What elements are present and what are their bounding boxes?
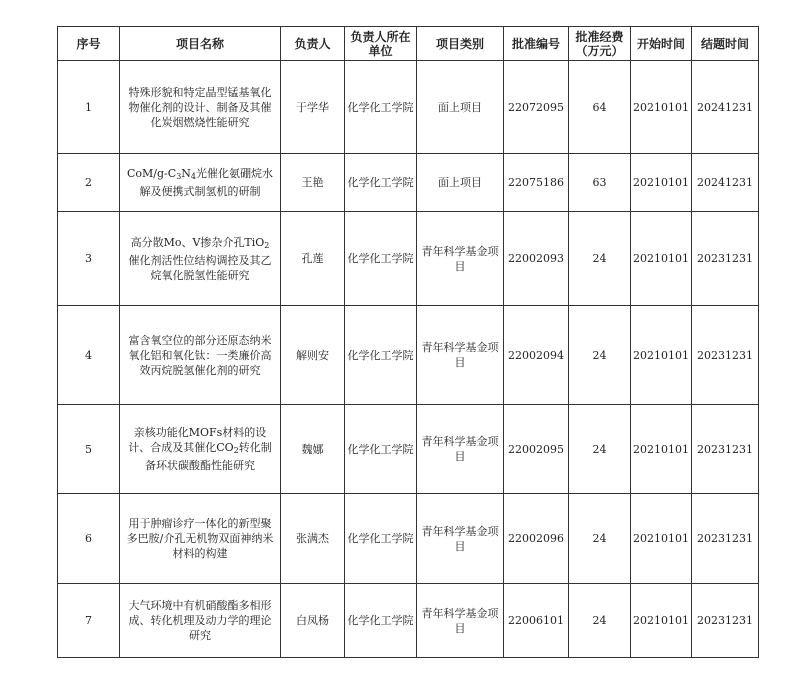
- cell-category: 青年科学基金项目: [417, 306, 504, 405]
- col-header-start: 开始时间: [631, 27, 692, 61]
- table-row: [58, 306, 759, 405]
- cell-project-name: [120, 405, 281, 494]
- table-row: [58, 61, 759, 154]
- cell-leader: 王艳: [281, 154, 345, 212]
- col-header-no: 序号: [58, 27, 120, 61]
- cell-category: 青年科学基金项目: [417, 405, 504, 494]
- cell-funding: 24: [569, 306, 631, 405]
- subscript: 4: [190, 172, 196, 181]
- cell-unit: 化学化工学院: [345, 306, 417, 405]
- cell-approval: 22006101: [504, 584, 569, 658]
- name-text: 催化剂活性位结构调控及其乙烷氧化脱氢性能研究: [128, 253, 272, 282]
- cell-leader: 于学华: [281, 61, 345, 154]
- cell-unit: 化学化工学院: [345, 584, 417, 658]
- cell-funding: 63: [569, 154, 631, 212]
- cell-funding: 24: [569, 494, 631, 584]
- name-text: N: [181, 167, 191, 180]
- cell-funding: 24: [569, 405, 631, 494]
- cell-funding: 24: [569, 584, 631, 658]
- name-text: 高分散Mo、V掺杂介孔TiO: [130, 235, 265, 249]
- col-header-end: 结题时间: [692, 27, 759, 61]
- cell-unit: 化学化工学院: [345, 405, 417, 494]
- cell-end: 20241231: [692, 61, 759, 154]
- cell-category: 面上项目: [417, 61, 504, 154]
- cell-category: 面上项目: [417, 154, 504, 212]
- cell-end: 20231231: [692, 405, 759, 494]
- cell-project-name: [120, 154, 281, 212]
- table-row: [58, 154, 759, 212]
- cell-approval: 22002093: [504, 212, 569, 306]
- cell-no: 3: [58, 212, 120, 306]
- col-header-approval: 批准编号: [504, 27, 569, 61]
- subscript: 2: [233, 446, 239, 455]
- cell-project-name: [120, 212, 281, 306]
- cell-leader: 魏娜: [281, 405, 345, 494]
- cell-unit: 化学化工学院: [345, 212, 417, 306]
- subscript: 2: [264, 240, 270, 250]
- table-header: [58, 27, 759, 61]
- cell-unit: 化学化工学院: [345, 154, 417, 212]
- cell-funding: 64: [569, 61, 631, 154]
- cell-start: 20210101: [631, 212, 692, 306]
- name-text: 转化制备环状碳酸酯性能研究: [145, 441, 272, 472]
- cell-end: 20241231: [692, 154, 759, 212]
- cell-project-name: 大气环境中有机硝酸酯多相形成、转化机理及动力学的理论研究: [120, 584, 281, 658]
- cell-no: 6: [58, 494, 120, 584]
- subscript: 3: [176, 172, 182, 181]
- table-row: [58, 212, 759, 306]
- cell-end: 20231231: [692, 584, 759, 658]
- cell-no: 2: [58, 154, 120, 212]
- cell-project-name: 特殊形貌和特定晶型锰基氧化物催化剂的设计、制备及其催化炭烟燃烧性能研究: [120, 61, 281, 154]
- cell-approval: 22072095: [504, 61, 569, 154]
- cell-end: 20231231: [692, 212, 759, 306]
- cell-approval: 22002094: [504, 306, 569, 405]
- cell-start: 20210101: [631, 154, 692, 212]
- cell-end: 20231231: [692, 494, 759, 584]
- cell-leader: 张满杰: [281, 494, 345, 584]
- cell-start: 20210101: [631, 494, 692, 584]
- cell-approval: 22075186: [504, 154, 569, 212]
- cell-leader: 孔莲: [281, 212, 345, 306]
- cell-category: 青年科学基金项目: [417, 212, 504, 306]
- col-header-leader: 负责人: [281, 27, 345, 61]
- name-text: CoM/g-C: [127, 167, 177, 180]
- cell-project-name: 富含氧空位的部分还原态纳米氧化铝和氧化钛：一类廉价高效丙烷脱氢催化剂的研究: [120, 306, 281, 405]
- col-header-category: 项目类别: [417, 27, 504, 61]
- table-row: [58, 584, 759, 658]
- table-row: [58, 405, 759, 494]
- project-table: [57, 26, 759, 658]
- cell-project-name: 用于肿瘤诊疗一体化的新型聚多巴胺/介孔无机物双面神纳米材料的构建: [120, 494, 281, 584]
- cell-funding: 24: [569, 212, 631, 306]
- cell-start: 20210101: [631, 306, 692, 405]
- cell-no: 5: [58, 405, 120, 494]
- cell-no: 4: [58, 306, 120, 405]
- cell-end: 20231231: [692, 306, 759, 405]
- name-text: 光催化氨硼烷水解及便携式制氢机的研制: [139, 167, 273, 198]
- cell-start: 20210101: [631, 61, 692, 154]
- cell-leader: 解则安: [281, 306, 345, 405]
- cell-category: 青年科学基金项目: [417, 584, 504, 658]
- cell-unit: 化学化工学院: [345, 494, 417, 584]
- cell-leader: 白凤杨: [281, 584, 345, 658]
- name-text: 亲核功能化MOFs材料的设计、合成及其催化CO: [128, 426, 267, 454]
- cell-approval: 22002095: [504, 405, 569, 494]
- table-row: [58, 494, 759, 584]
- cell-unit: 化学化工学院: [345, 61, 417, 154]
- cell-category: 青年科学基金项目: [417, 494, 504, 584]
- cell-no: 1: [58, 61, 120, 154]
- col-header-funding: 批准经费（万元）: [569, 27, 631, 61]
- col-header-unit: 负责人所在单位: [345, 27, 417, 61]
- cell-start: 20210101: [631, 405, 692, 494]
- cell-approval: 22002096: [504, 494, 569, 584]
- cell-no: 7: [58, 584, 120, 658]
- col-header-name: 项目名称: [120, 27, 281, 61]
- cell-start: 20210101: [631, 584, 692, 658]
